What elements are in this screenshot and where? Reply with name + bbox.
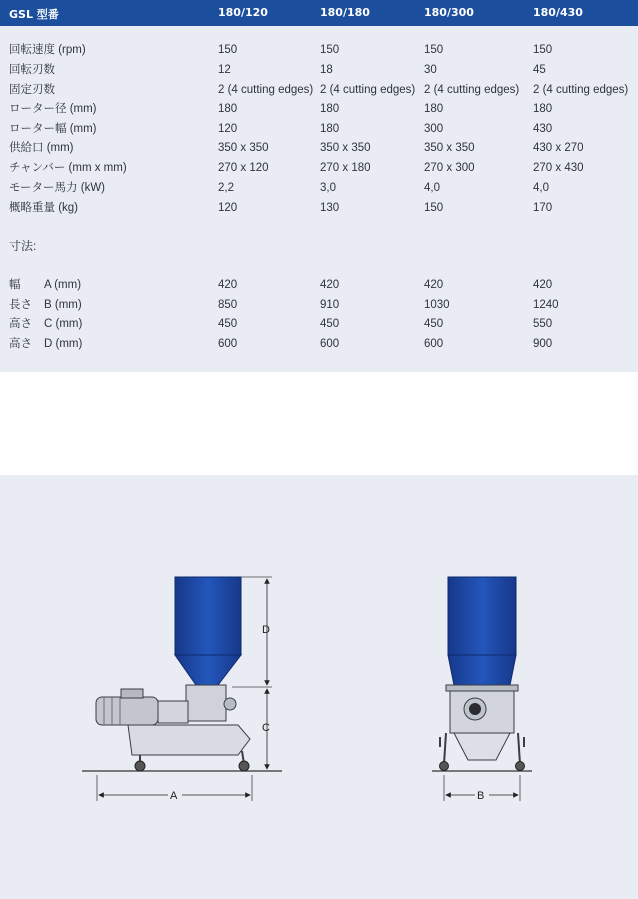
spec-value: 120 xyxy=(218,123,238,135)
frame xyxy=(128,725,250,755)
spec-value: 430 xyxy=(533,123,553,135)
spec-value: 3,0 xyxy=(320,182,336,194)
spec-value: 270 x 120 xyxy=(218,162,269,174)
spec-label: チャンバー (mm x mm) xyxy=(9,162,127,174)
spec-value: 350 x 350 xyxy=(218,142,269,154)
spec-value: 270 x 430 xyxy=(533,162,584,174)
dimension-value: 1240 xyxy=(533,299,559,311)
column-header: 180/430 xyxy=(533,6,583,19)
spec-label: 回転速度 (rpm) xyxy=(9,44,86,56)
spec-value: 2 (4 cutting edges) xyxy=(218,84,314,96)
caster-wheel xyxy=(135,761,145,771)
discharge-chute xyxy=(454,733,510,760)
dimension-value: 450 xyxy=(218,318,238,330)
cutting-chamber xyxy=(186,685,226,721)
dimension-label: 高さ xyxy=(9,318,32,330)
side-view xyxy=(82,577,282,802)
hopper-top xyxy=(448,577,516,655)
drawing-canvas xyxy=(0,475,638,899)
flange xyxy=(446,685,518,691)
spec-value: 300 xyxy=(424,123,444,135)
dimension-value: 420 xyxy=(533,279,553,291)
dimension-value: 900 xyxy=(533,338,553,350)
hopper-top xyxy=(175,577,241,655)
spec-value: 120 xyxy=(218,202,238,214)
spec-label: ローター径 (mm) xyxy=(9,103,97,115)
spec-value: 270 x 300 xyxy=(424,162,475,174)
spec-label: モーター馬力 (kW) xyxy=(9,182,105,194)
dimension-sub: D (mm) xyxy=(44,338,83,350)
table-header xyxy=(0,0,638,26)
spec-value: 4,0 xyxy=(424,182,440,194)
spec-label: 供給口 (mm) xyxy=(9,142,74,154)
spec-label: 回転刃数 xyxy=(9,64,55,76)
spec-value: 4,0 xyxy=(533,182,549,194)
spec-value: 2,2 xyxy=(218,182,234,194)
dimension-sub: B (mm) xyxy=(44,299,82,311)
technical-drawing xyxy=(0,475,638,899)
spec-value: 350 x 350 xyxy=(424,142,475,154)
column-header: 180/180 xyxy=(320,6,370,19)
dimension-label: 高さ xyxy=(9,338,32,350)
spec-value: 150 xyxy=(320,44,340,56)
spec-value: 170 xyxy=(533,202,553,214)
gearbox xyxy=(158,701,188,723)
spec-value: 180 xyxy=(533,103,553,115)
hopper-funnel xyxy=(448,655,516,685)
spec-value: 430 x 270 xyxy=(533,142,584,154)
motor-box xyxy=(121,689,143,698)
caster-wheel xyxy=(239,761,249,771)
dimension-value: 600 xyxy=(320,338,340,350)
spec-label: ローター幅 (mm) xyxy=(9,123,97,135)
spec-value: 2 (4 cutting edges) xyxy=(533,84,629,96)
dimension-a-label: A xyxy=(170,790,178,802)
dimension-value: 1030 xyxy=(424,299,450,311)
chamber-cap xyxy=(224,698,236,710)
dimension-label: 長さ xyxy=(9,299,32,311)
frame-leg xyxy=(518,733,520,764)
dimension-value: 850 xyxy=(218,299,238,311)
frame-leg xyxy=(444,733,446,764)
spec-value: 150 xyxy=(424,202,444,214)
spec-value: 45 xyxy=(533,64,546,76)
dimension-value: 600 xyxy=(424,338,444,350)
dimension-value: 420 xyxy=(320,279,340,291)
dimension-c-label: C xyxy=(262,722,270,734)
spec-value: 150 xyxy=(218,44,238,56)
dimension-value: 420 xyxy=(218,279,238,291)
dimension-value: 600 xyxy=(218,338,238,350)
dimension-value: 450 xyxy=(320,318,340,330)
column-header: 180/300 xyxy=(424,6,474,19)
spec-value: 2 (4 cutting edges) xyxy=(424,84,520,96)
spec-value: 180 xyxy=(424,103,444,115)
caster-wheel xyxy=(440,762,449,771)
dimensions-title: 寸法: xyxy=(9,239,37,253)
model-header-label: GSL 型番 xyxy=(9,8,59,21)
dimension-b-label: B xyxy=(477,790,485,802)
spec-value: 180 xyxy=(218,103,238,115)
spec-label: 固定刃数 xyxy=(9,84,55,96)
column-header: 180/120 xyxy=(218,6,268,19)
dimension-label: 幅 xyxy=(9,279,21,291)
front-view xyxy=(432,577,532,802)
spec-value: 30 xyxy=(424,64,437,76)
spec-label: 概略重量 (kg) xyxy=(9,202,78,214)
dimension-value: 550 xyxy=(533,318,553,330)
dimension-value: 450 xyxy=(424,318,444,330)
dimension-sub: C (mm) xyxy=(44,318,83,330)
dimension-d-label: D xyxy=(262,624,270,636)
hopper-funnel xyxy=(175,655,241,685)
spec-value: 150 xyxy=(424,44,444,56)
spec-value: 180 xyxy=(320,103,340,115)
dimension-sub: A (mm) xyxy=(44,279,82,291)
spec-value: 350 x 350 xyxy=(320,142,371,154)
spec-value: 270 x 180 xyxy=(320,162,371,174)
dimension-value: 420 xyxy=(424,279,444,291)
spec-value: 12 xyxy=(218,64,231,76)
rotor-shaft xyxy=(469,703,481,715)
caster-wheel xyxy=(516,762,525,771)
dimension-value: 910 xyxy=(320,299,340,311)
motor xyxy=(96,697,158,725)
spec-table xyxy=(0,0,638,372)
spec-value: 2 (4 cutting edges) xyxy=(320,84,416,96)
spec-value: 150 xyxy=(533,44,553,56)
spec-value: 180 xyxy=(320,123,340,135)
spec-value: 130 xyxy=(320,202,340,214)
spec-value: 18 xyxy=(320,64,333,76)
